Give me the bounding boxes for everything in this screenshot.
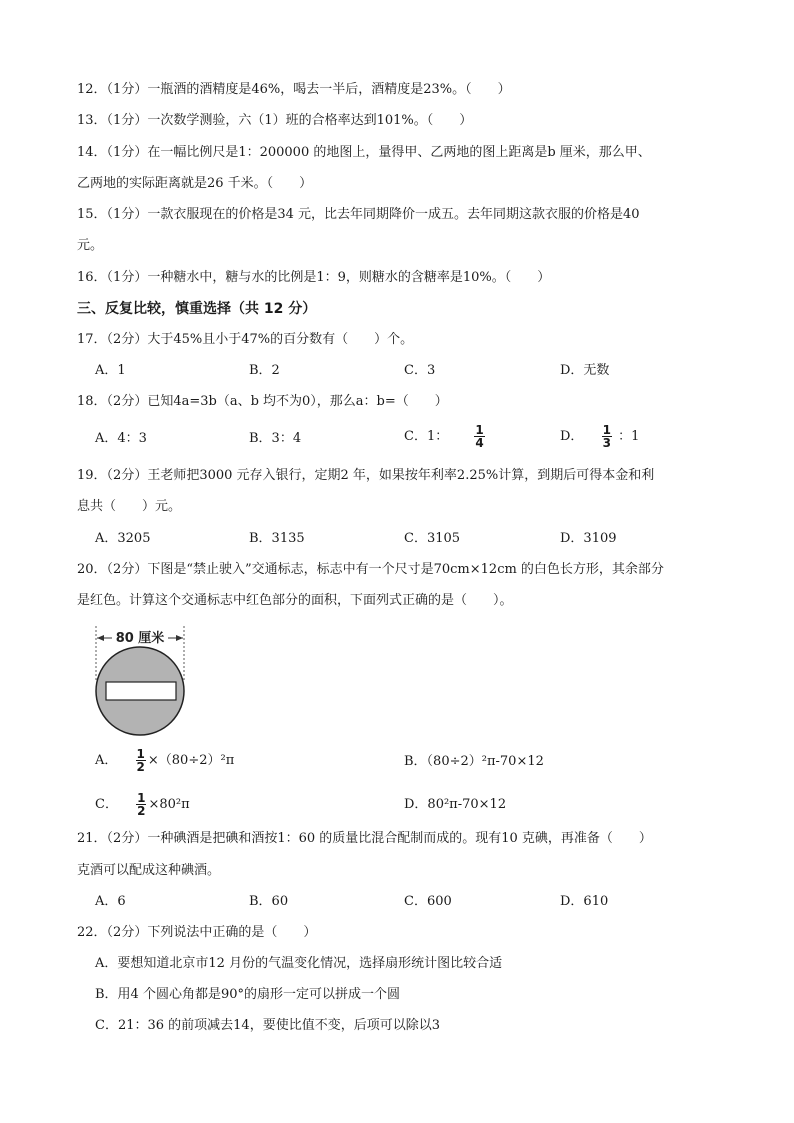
question-16: 16．（1分）一种糖水中，糖与水的比例是1：9，则糖水的含糖率是10%。（ ） — [77, 270, 551, 285]
q22-option-a: A．要想知道北京市12 月份的气温变化情况，选择扇形统计图比较合适 — [95, 956, 503, 971]
q21-option-b: B．60 — [249, 894, 289, 909]
question-14-line2: 乙两地的实际距离就是26 千米。（ ） — [77, 176, 313, 191]
q18-option-d-suffix: ：1 — [618, 429, 640, 444]
q22-option-b: B．用4 个圆心角都是90°的扇形一定可以拼成一个圆 — [95, 987, 400, 1002]
q20-option-a — [95, 748, 234, 773]
q17-option-b: B．2 — [249, 363, 280, 378]
question-19-line1: 19．（2分）王老师把3000 元存入银行，定期2 年，如果按年利率2.25%计算，到期后可得本金和利 — [77, 468, 655, 483]
question-15-line1: 15．（1分）一款衣服现在的价格是34 元，比去年同期降价一成五。去年同期这款衣服的价格是40 — [77, 207, 640, 222]
q21-option-c: C．600 — [404, 894, 452, 909]
fraction-one-quarter — [474, 424, 484, 449]
question-21-line2: 克酒可以配成这种碘酒。 — [77, 863, 221, 878]
fraction-one-third — [602, 424, 612, 449]
q20-option-c-prefix: C． — [95, 797, 118, 812]
q19-option-c: C．3105 — [404, 531, 461, 546]
q18-option-d — [560, 424, 639, 449]
fraction-numerator: 1 — [475, 423, 484, 437]
q20-option-c-suffix: ×80²π — [148, 797, 190, 812]
question-15-line2: 元。 — [77, 238, 104, 253]
fraction-denominator: 4 — [475, 436, 484, 450]
fraction-one-half — [136, 792, 146, 817]
no-entry-sign-figure — [88, 620, 204, 740]
fraction-numerator: 1 — [136, 747, 145, 761]
q18-option-d-prefix: D． — [560, 429, 584, 444]
question-22: 22．（2分）下列说法中正确的是（ ） — [77, 925, 317, 940]
fraction-numerator: 1 — [137, 791, 146, 805]
question-13: 13．（1分）一次数学测验，六（1）班的合格率达到101%。（ ） — [77, 113, 473, 128]
q17-option-c: C．3 — [404, 363, 436, 378]
q19-option-d: D．3109 — [560, 531, 617, 546]
q20-option-a-prefix: A． — [95, 753, 118, 768]
q22-option-c: C．21：36 的前项减去14，要使比值不变，后项可以除以3 — [95, 1018, 440, 1033]
question-21-line1: 21．（2分）一种碘酒是把碘和酒按1：60 的质量比混合配制而成的。现有10 克碘，再准备（ ） — [77, 831, 652, 846]
q21-option-d: D．610 — [560, 894, 609, 909]
q18-option-c-prefix: C．1： — [404, 429, 449, 444]
question-14-line1: 14．（1分）在一幅比例尺是1：200000 的地图上，量得甲、乙两地的图上距离是b 厘米，那么甲、 — [77, 145, 651, 160]
fraction-denominator: 2 — [136, 760, 145, 774]
sign-white-bar — [106, 682, 176, 700]
q19-option-a: A．3205 — [95, 531, 151, 546]
arrow-left-icon — [97, 635, 104, 641]
fraction-denominator: 2 — [137, 804, 146, 818]
q20-option-a-suffix: ×（80÷2）²π — [147, 753, 235, 768]
q20-option-c — [95, 792, 190, 817]
question-20-line2: 是红色。计算这个交通标志中红色部分的面积，下面列式正确的是（ ）。 — [77, 593, 513, 608]
q19-option-b: B．3135 — [249, 531, 305, 546]
question-19-line2: 息共（ ）元。 — [77, 499, 182, 514]
section-3-title: 三、反复比较，慎重选择（共 12 分） — [77, 301, 317, 317]
dimension-label: 80 厘米 — [115, 631, 165, 646]
fraction-one-half — [136, 748, 146, 773]
question-17: 17．（2分）大于45%且小于47%的百分数有（ ）个。 — [77, 332, 414, 347]
q18-option-b: B．3：4 — [249, 431, 302, 446]
q17-option-d: D．无数 — [560, 363, 610, 378]
question-12: 12．（1分）一瓶酒的酒精度是46%，喝去一半后，酒精度是23%。（ ） — [77, 82, 511, 97]
question-18: 18．（2分）已知4a=3b（a、b 均不为0），那么a：b=（ ） — [77, 394, 448, 409]
q18-option-a: A．4：3 — [95, 431, 147, 446]
q17-option-a: A．1 — [95, 363, 126, 378]
question-20-line1: 20．（2分）下图是“禁止驶入”交通标志，标志中有一个尺寸是70cm×12cm 的白色长方形，其余部分 — [77, 562, 664, 577]
fraction-numerator: 1 — [602, 423, 611, 437]
arrow-right-icon — [176, 635, 183, 641]
q18-option-c — [404, 424, 487, 449]
fraction-denominator: 3 — [602, 436, 611, 450]
q21-option-a: A．6 — [95, 894, 126, 909]
q20-option-d: D．80²π-70×12 — [404, 797, 507, 812]
q20-option-b: B．（80÷2）²π-70×12 — [404, 754, 544, 769]
